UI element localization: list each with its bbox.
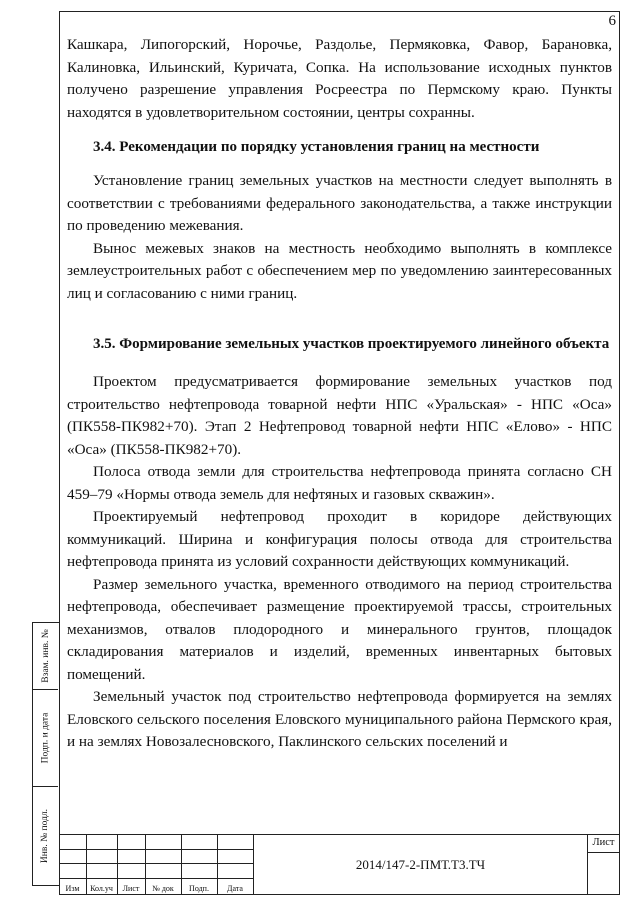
title-block-header: Лист: [122, 884, 140, 893]
side-stamp: [32, 622, 59, 886]
side-stamp-inv: Инв. № подл.: [40, 808, 51, 864]
paragraph: Проектом предусматривается формирование земельных участков под строительство нефтепровода товарной нефти НПС «Уральская» - НПС «Оса» (ПК558-ПК982+70). Этап 2 Нефтепровод товарной нефти НПС «Елово» - НПС «Оса» (ПК558-ПК982+70).: [67, 373, 612, 458]
title-block: [59, 834, 620, 895]
section-heading-3-5: 3.5. Формирование земельных участков проектируемого линейного объекта: [93, 336, 610, 352]
paragraph: Проектируемый нефтепровод проходит в коридоре действующих коммуникаций. Ширина и конфигурация полосы отвода для строительства нефтепровода принята из условий сохранности действующих коммуникаций.: [67, 508, 612, 570]
paragraph: Размер земельного участка, временного отводимого на период строительства нефтепровода, обеспечивает размещение проектируемой трассы, строительных механизмов, отвалов плодородного и минерального грунтов, площадок складирования материалов и изделий, временных инвентарных бытовых помещений.: [67, 575, 612, 683]
paragraph: Земельный участок под строительство нефтепровода формируется на землях Еловского сельского поселения Еловского муниципального района Пермского края, и на землях Новозалесновского, Паклинского сельских поселений и: [67, 688, 612, 750]
paragraph: Кашкара, Липогорский, Норочье, Раздолье, Пермяковка, Фавор, Барановка, Калиновка, Ильинский, Куричата, Сопка. На использование исходных пунктов получено разрешение управления Росреестра по Пермскому краю. Пункты находятся в удовлетворительном состоянии, центры сохранны.: [67, 36, 612, 121]
document-body: [67, 34, 612, 754]
title-block-header: Кол.уч: [90, 884, 113, 893]
paragraph: Установление границ земельных участков на местности следует выполнять в соответствии с требованиями федерального законодательства, а также инструкции по проведению межевания.: [67, 172, 612, 234]
side-stamp-vzam: Взам. инв. №: [33, 623, 58, 690]
paragraph: Полоса отвода земли для строительства нефтепровода принята согласно СН 459–79 «Нормы отвода земель для нефтяных и газовых скважин».: [67, 463, 612, 503]
title-block-header: Подп.: [189, 884, 209, 893]
sheet-label: Лист: [592, 837, 615, 848]
page-number: 6: [608, 13, 616, 29]
document-code: 2014/147-2-ПМТ.Т3.ТЧ: [355, 857, 486, 872]
title-block-header: № док: [152, 884, 174, 893]
side-stamp-podp: Подп. и дата: [33, 690, 58, 787]
section-heading-3-4: 3.4. Рекомендации по порядку установления границ на местности: [93, 139, 540, 155]
paragraph: Вынос межевых знаков на местность необходимо выполнять в комплексе землеустроительных работ с обеспечением мер по уведомлению заинтересованных лиц и согласованию с ними границ.: [67, 239, 612, 302]
title-block-header: Дата: [227, 884, 243, 893]
sheet-cell: [587, 835, 619, 895]
title-block-header: Изм: [65, 884, 80, 893]
